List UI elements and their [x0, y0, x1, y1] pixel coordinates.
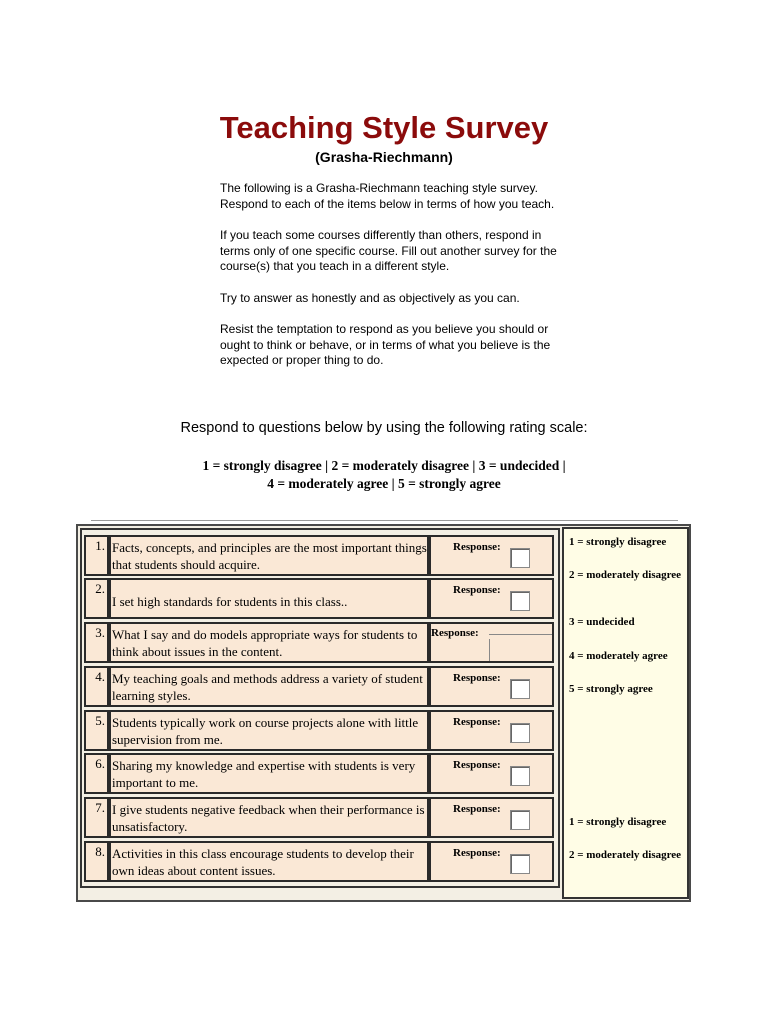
question-number: 6. [95, 756, 105, 771]
response-label: Response: [453, 759, 501, 771]
rating-legend-panel [562, 527, 689, 899]
response-input[interactable] [510, 591, 530, 611]
response-label: Response: [453, 803, 501, 815]
question-number-cell [84, 710, 109, 751]
page-subtitle: (Grasha-Riechmann) [315, 149, 453, 165]
response-label: Response: [453, 847, 501, 859]
response-cell [429, 666, 554, 707]
question-row-2 [84, 578, 554, 619]
question-row-3 [84, 622, 554, 663]
response-label: Response: [431, 627, 479, 639]
legend-item: 1 = strongly disagree [569, 536, 667, 548]
intro-paragraph: The following is a Grasha-Riechmann teaching style survey. Respond to each of the items below in terms of how you teach. [220, 181, 555, 211]
question-number: 4. [95, 669, 105, 684]
response-cell [429, 753, 554, 794]
question-row-6 [84, 753, 554, 794]
legend-item: 1 = strongly disagree [569, 816, 667, 828]
divider [91, 520, 678, 521]
rating-scale [0, 457, 768, 493]
question-text: What I say and do models appropriate ways for students to think about issues in the content. [109, 622, 429, 663]
question-text: Sharing my knowledge and expertise with students is very important to me. [109, 753, 429, 794]
response-label: Response: [453, 584, 501, 596]
response-input[interactable] [510, 810, 530, 830]
question-number-cell [84, 535, 109, 576]
response-input[interactable] [510, 766, 530, 786]
question-row-8 [84, 841, 554, 882]
legend-item: 5 = strongly agree [569, 683, 653, 695]
response-label: Response: [453, 716, 501, 728]
question-row-7 [84, 797, 554, 838]
response-label: Response: [453, 672, 501, 684]
response-cell [429, 710, 554, 751]
question-number: 5. [95, 713, 105, 728]
response-label: Response: [453, 541, 501, 553]
question-number: 1. [95, 538, 105, 553]
question-number-cell [84, 578, 109, 619]
question-row-5 [84, 710, 554, 751]
response-cell [429, 578, 554, 619]
rating-scale-line-1: 1 = strongly disagree | 2 = moderately disagree | 3 = undecided | [202, 458, 566, 473]
question-number: 8. [95, 844, 105, 859]
response-input[interactable] [510, 548, 530, 568]
response-input-edge [489, 634, 552, 635]
intro-paragraph: Resist the temptation to respond as you believe you should or ought to think or behave, or in terms of what you believe is the expected or proper thing to do. [220, 322, 551, 367]
response-cell [429, 797, 554, 838]
intro-paragraph: If you teach some courses differently than others, respond in terms only of one specific course. Fill out another survey for the course(s) that you teach in a different style. [220, 228, 557, 273]
intro-paragraph: Try to answer as honestly and as objectively as you can. [220, 290, 520, 305]
question-number: 2. [95, 581, 105, 596]
legend-item: 2 = moderately disagree [569, 849, 682, 861]
response-cell [429, 622, 554, 663]
question-number-cell [84, 666, 109, 707]
rating-instructions: Respond to questions below by using the following rating scale: [180, 420, 588, 436]
question-number-cell [84, 753, 109, 794]
question-text: Activities in this class encourage students to develop their own ideas about content issues. [109, 841, 429, 882]
response-input[interactable] [510, 679, 530, 699]
question-row-1 [84, 535, 554, 576]
response-input[interactable] [510, 723, 530, 743]
legend-item: 3 = undecided [569, 616, 635, 628]
legend-item: 4 = moderately agree [569, 650, 668, 662]
rating-scale-line-2: 4 = moderately agree | 5 = strongly agree [267, 476, 501, 491]
question-text: I set high standards for students in this class.. [109, 578, 429, 619]
question-text: My teaching goals and methods address a variety of student learning styles. [109, 666, 429, 707]
question-row-4 [84, 666, 554, 707]
response-cell [429, 535, 554, 576]
question-number-cell [84, 841, 109, 882]
legend-item: 2 = moderately disagree [569, 569, 682, 581]
page-title: Teaching Style Survey [219, 110, 549, 145]
question-number-cell [84, 797, 109, 838]
question-number-cell [84, 622, 109, 663]
question-text: Facts, concepts, and principles are the most important things that students should acquire. [109, 535, 429, 576]
question-number: 3. [95, 625, 105, 640]
response-cell [429, 841, 554, 882]
response-input[interactable] [489, 639, 490, 661]
question-text: I give students negative feedback when their performance is unsatisfactory. [109, 797, 429, 838]
intro-text [220, 181, 560, 385]
response-input[interactable] [510, 854, 530, 874]
question-number: 7. [95, 800, 105, 815]
question-text: Students typically work on course projects alone with little supervision from me. [109, 710, 429, 751]
